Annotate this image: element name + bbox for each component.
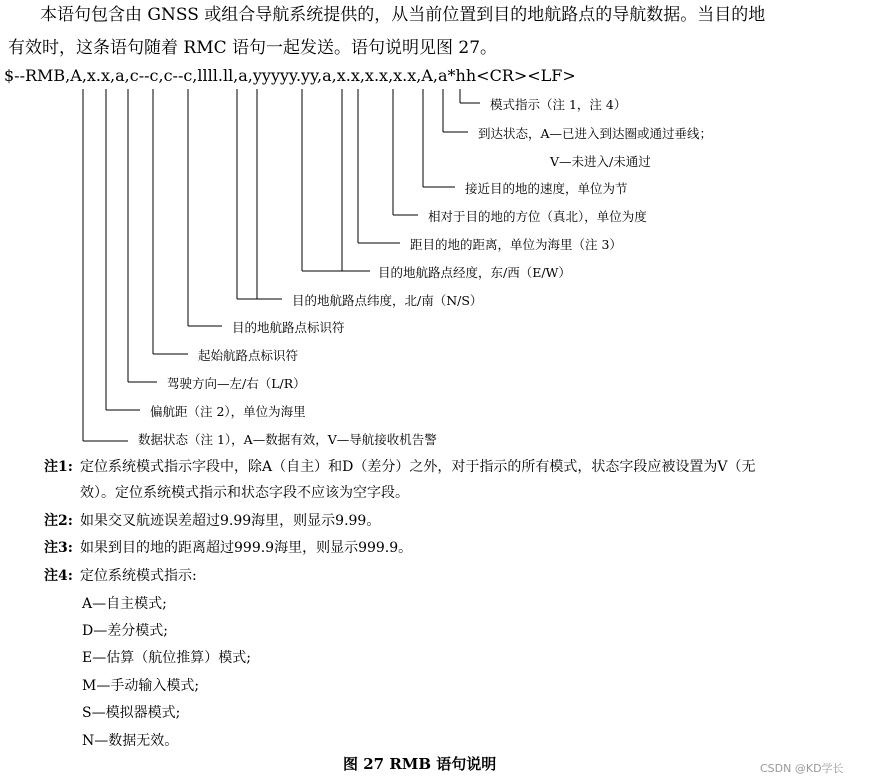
field-closing-velocity: 接近目的地的速度，单位为节 [465,181,628,196]
note-2-text: 如果交叉航迹误差超过9.99海里，则显示9.99。 [80,513,381,529]
note-1-line-1: 定位系统模式指示字段中，除A（自主）和D（差分）之外，对于指示的所有模式，状态字段应被设置为V（无 [80,459,756,475]
note-4-label: 注4: [44,568,73,584]
note-3-label: 注3: [44,540,73,556]
field-arrival-status-v: V—未进入/未通过 [550,154,651,169]
watermark: CSDN @KD学长 [760,762,844,775]
figure-caption: 图 27 RMB 语句说明 [343,755,497,773]
intro-line-1: 本语句包含由 GNSS 或组合导航系统提供的，从当前位置到目的地航路点的导航数据。当目的地 [40,5,766,25]
mode-item-e: E—估算（航位推算）模式; [82,650,251,666]
field-dest-waypoint-id: 目的地航路点标识符 [232,320,345,335]
field-steer-direction: 驾驶方向—左/右（L/R） [167,376,306,391]
note-3-text: 如果到目的地的距离超过999.9海里，则显示999.9。 [80,540,413,556]
note-1-label: 注1: [44,459,73,475]
field-dest-longitude: 目的地航路点经度，东/西（E/W） [378,265,571,280]
field-dest-latitude: 目的地航路点纬度，北/南（N/S） [292,293,483,308]
note-2-label: 注2: [44,513,73,529]
mode-item-n: N—数据无效。 [82,733,179,749]
field-range: 距目的地的距离，单位为海里（注 3） [410,237,622,252]
note-1-line-2: 效）。定位系统模式指示和状态字段不应该为空字段。 [80,485,409,501]
field-bearing: 相对于目的地的方位（真北），单位为度 [428,209,647,224]
mode-item-d: D—差分模式; [82,623,168,639]
field-mode-indicator: 模式指示（注 1，注 4） [490,97,627,112]
note-4-text: 定位系统模式指示: [80,568,197,584]
mode-item-s: S—模拟器模式; [82,705,181,721]
mode-item-m: M—手动输入模式; [82,678,200,694]
sentence-format: $--RMB,A,x.x,a,c--c,c--c,llll.ll,a,yyyyy.yy,a,x.x,x.x,x.x,A,a*hh<CR><LF> [4,66,576,85]
field-cross-track-error: 偏航距（注 2），单位为海里 [150,404,306,419]
field-data-status: 数据状态（注 1），A—数据有效，V—导航接收机告警 [138,432,437,447]
mode-item-a: A—自主模式; [82,596,167,612]
field-origin-waypoint-id: 起始航路点标识符 [198,348,299,363]
intro-line-2: 有效时，这条语句随着 RMC 语句一起发送。语句说明见图 27。 [8,38,498,58]
field-arrival-status: 到达状态，A—已进入到达圈或通过垂线； [478,126,713,141]
